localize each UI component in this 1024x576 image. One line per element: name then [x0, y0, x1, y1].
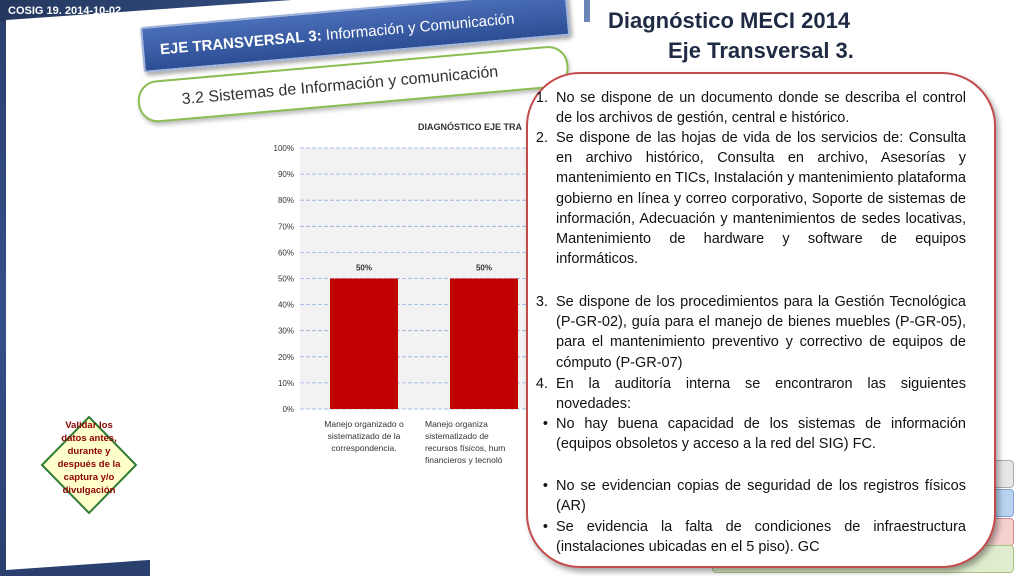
finding-text: No se dispone de un documento donde se describa el control de los archivos de gestión, central e histórico. — [556, 90, 966, 127]
finding-item — [535, 128, 966, 269]
y-tick-label: 10% — [277, 378, 294, 388]
y-tick-label: 80% — [277, 196, 294, 206]
y-tick-label: 50% — [277, 274, 294, 284]
eje-banner-bold: EJE TRANSVERSAL 3: — [159, 27, 323, 59]
finding-text: No hay buena capacidad de los sistemas de información (equipos obsoletos y acceso a la red del SIG) FC. — [556, 416, 966, 453]
finding-text: No se evidencian copias de seguridad de los registros físicos (AR) — [556, 478, 966, 515]
finding-marker: • — [542, 416, 548, 432]
eje-banner-rest: Información y Comunicación — [320, 10, 516, 45]
y-tick-label: 30% — [277, 326, 294, 336]
bar-chart — [260, 140, 530, 420]
y-tick-label: 70% — [277, 222, 294, 232]
finding-marker: • — [542, 519, 548, 535]
bar — [450, 279, 518, 410]
y-tick-label: 100% — [273, 144, 294, 153]
finding-text: Se evidencia la falta de condiciones de infraestructura (instalaciones ubicadas en el 5 piso). GC — [556, 519, 966, 556]
bar-value-label: 50% — [475, 263, 493, 273]
y-tick-label: 90% — [277, 170, 294, 180]
finding-item — [535, 292, 966, 373]
chart-area — [260, 140, 530, 425]
page-title: Diagnóstico MECI 2014 — [608, 8, 851, 33]
finding-item — [542, 517, 966, 557]
date-label: COSIG 19. 2014-10-02 — [8, 5, 122, 17]
bar — [330, 279, 398, 410]
finding-marker: • — [542, 478, 548, 494]
finding-item — [535, 374, 966, 414]
finding-marker: 2. — [535, 130, 548, 146]
finding-item — [542, 476, 966, 516]
y-tick-label: 40% — [277, 300, 294, 310]
finding-text: Se dispone de las hojas de vida de los servicios de: Consulta en archivo histórico, Consulta en archivo, Asesorías y mantenimiento en TICs, Instalación y mantenimiento plataforma gobierno en línea y correo corporativo, Soporte de sistemas de información, Adecuación y mantenimientos de sedes locativas, Mantenimiento de hardware y software de equipos informáticos. — [556, 130, 966, 268]
bar-value-label: 50% — [355, 263, 373, 273]
page-subtitle: Eje Transversal 3. — [668, 38, 854, 63]
subsection-banner: 3.2 Sistemas de Información y comunicación — [136, 44, 570, 123]
y-tick-label: 0% — [282, 405, 294, 414]
finding-item — [535, 88, 966, 128]
finding-item — [542, 414, 966, 454]
chart-title: DIAGNÓSTICO EJE TRA — [418, 122, 523, 132]
category-label-2: Manejo organiza sistematizado de recursos físicos, hum financieros y tecnoló — [425, 419, 506, 465]
y-tick-label: 60% — [277, 248, 294, 258]
finding-marker: 1. — [535, 90, 548, 106]
finding-marker: 4. — [535, 376, 548, 392]
y-tick-label: 20% — [277, 352, 294, 362]
validate-callout-text: Validar los datos antes, durante y después de la captura y/o divulgación — [57, 420, 121, 496]
finding-text: En la auditoría interna se encontraron las siguientes novedades: — [556, 376, 966, 413]
finding-text: Se dispone de los procedimientos para la Gestión Tecnológica (P-GR-02), guía para el manejo de bienes muebles (P-GR-05), para el mantenimiento preventivo y correctivo de equipos de cómputo (P-GR-07) — [556, 294, 966, 371]
category-label-1: Manejo organizado o sistematizado de la correspondencia. — [324, 419, 404, 453]
finding-marker: 3. — [535, 294, 548, 310]
